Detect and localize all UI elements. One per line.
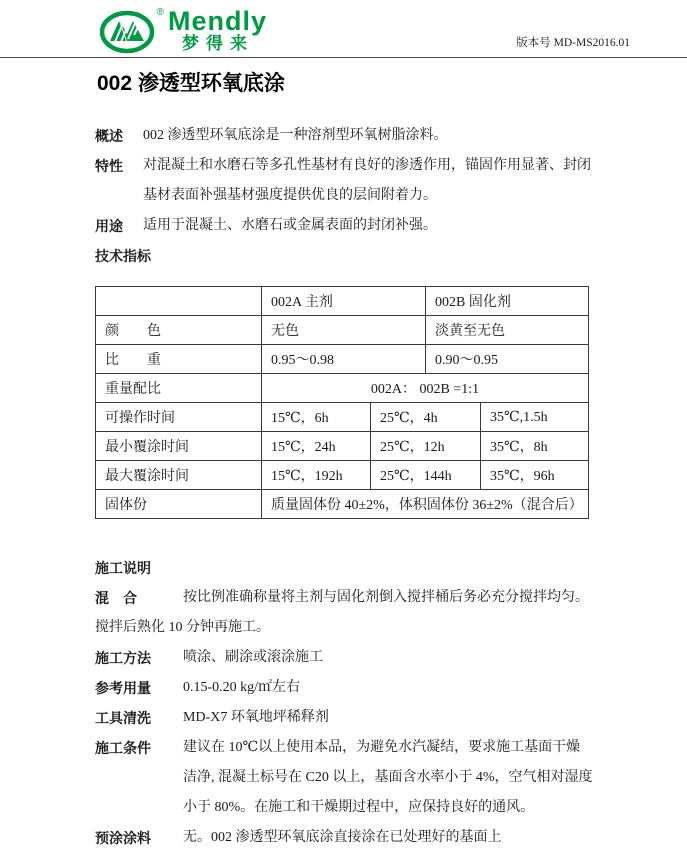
gravity-b: 0.90～0.95 [426, 345, 589, 374]
usage-row [95, 211, 595, 241]
min-recoat-15c: 15℃，24h [262, 432, 371, 461]
table-row-header [96, 287, 589, 316]
brand-name-en: Mendly [168, 6, 268, 36]
brand-name-cn: 梦得来 [182, 34, 254, 53]
precoat-label: 预涂涂料 [95, 830, 151, 846]
max-recoat-label: 最大覆涂时间 [96, 461, 262, 490]
color-label: 颜 色 [96, 316, 262, 345]
features-line2: 基材表面补强基材强度提供优良的层间附着力。 [143, 188, 437, 203]
features-line1: 对混凝土和水磨石等多孔性基材有良好的渗透作用，锚固作用显著、封闭 [143, 158, 591, 173]
header-cell-002b: 002B 固化剂 [426, 287, 589, 316]
table-row-pot-life [96, 403, 589, 432]
header-cell-002a: 002A 主剂 [262, 287, 426, 316]
max-recoat-35c: 35℃，96h [481, 461, 589, 490]
intro-section [95, 121, 595, 271]
usage-text: 适用于混凝土、水磨石或金属表面的封闭补强。 [143, 218, 437, 233]
table-row-gravity [96, 345, 589, 374]
pot-life-15c: 15℃，6h [262, 403, 371, 432]
mixing-label: 混 合 [95, 590, 137, 606]
overview-label: 概述 [95, 128, 123, 144]
conditions-line1: 建议在 10℃以上使用本品，为避免水汽凝结，要求施工基面干燥 [183, 740, 581, 755]
brand-wordmark [168, 6, 268, 54]
min-recoat-label: 最小覆涂时间 [96, 432, 262, 461]
min-recoat-35c: 35℃，8h [481, 432, 589, 461]
version-number: 版本号 MD-MS2016.01 [516, 37, 630, 49]
tech-specs-heading: 技术指标 [95, 248, 151, 264]
mixing-row [95, 583, 607, 613]
construction-section [95, 553, 607, 852]
features-row [95, 151, 595, 211]
conditions-row [95, 733, 607, 823]
brand-logo [100, 6, 268, 55]
features-label: 特性 [95, 158, 123, 174]
color-b: 淡黄至无色 [426, 316, 589, 345]
overview-text: 002 渗透型环氧底涂是一种溶剂型环氧树脂涂料。 [143, 128, 448, 143]
cleaning-text: MD-X7 环氧地坪稀释剂 [183, 710, 329, 725]
cleaning-label: 工具清洗 [95, 710, 151, 726]
solids-value: 质量固体份 40±2%，体积固体份 36±2%（混合后） [262, 490, 589, 519]
conditions-label: 施工条件 [95, 740, 151, 756]
overview-row [95, 121, 595, 151]
method-label: 施工方法 [95, 650, 151, 666]
gravity-label: 比 重 [96, 345, 262, 374]
pot-life-label: 可操作时间 [96, 403, 262, 432]
header-empty-cell [96, 287, 262, 316]
table-row-max-recoat [96, 461, 589, 490]
color-a: 无色 [262, 316, 426, 345]
conditions-line2: 洁净, 混凝土标号在 C20 以上，基面含水率小于 4%，空气相对湿度 [183, 770, 593, 785]
method-row [95, 643, 607, 673]
tech-specs-table [95, 286, 589, 519]
max-recoat-25c: 25℃，144h [371, 461, 481, 490]
ratio-value: 002A： 002B =1:1 [262, 374, 589, 403]
dosage-text: 0.15-0.20 kg/㎡左右 [183, 680, 301, 695]
ratio-label: 重量配比 [96, 374, 262, 403]
conditions-line3: 小于 80%。在施工和干燥期过程中，应保持良好的通风。 [183, 800, 535, 815]
precoat-row [95, 823, 607, 852]
brand-logo-mark [100, 7, 164, 55]
conditions-text [183, 733, 607, 823]
mixing-continuation: 搅拌后熟化 10 分钟再施工。 [95, 620, 270, 635]
gravity-a: 0.95～0.98 [262, 345, 426, 374]
table-row-ratio [96, 374, 589, 403]
pot-life-35c: 35℃,1.5h [481, 403, 589, 432]
mendly-oval-m-icon [100, 9, 158, 55]
page-header [0, 0, 687, 58]
max-recoat-15c: 15℃，192h [262, 461, 371, 490]
features-text [143, 151, 595, 211]
page-title: 002 渗透型环氧底涂 [97, 72, 285, 95]
construction-heading: 施工说明 [95, 560, 151, 576]
mixing-text: 按比例准确称量将主剂与固化剂倒入搅拌桶后务必充分搅拌均匀。 [183, 590, 589, 605]
dosage-row [95, 673, 607, 703]
precoat-text: 无。002 渗透型环氧底涂直接涂在已处理好的基面上 [183, 830, 502, 845]
table-row-solids [96, 490, 589, 519]
cleaning-row [95, 703, 607, 733]
registered-trademark-icon: ® [156, 7, 164, 18]
dosage-label: 参考用量 [95, 680, 151, 696]
pot-life-25c: 25℃，4h [371, 403, 481, 432]
table-row-color [96, 316, 589, 345]
solids-label: 固体份 [96, 490, 262, 519]
min-recoat-25c: 25℃，12h [371, 432, 481, 461]
usage-label: 用途 [95, 218, 123, 234]
method-text: 喷涂、刷涂或滚涂施工 [183, 650, 323, 665]
table-row-min-recoat [96, 432, 589, 461]
